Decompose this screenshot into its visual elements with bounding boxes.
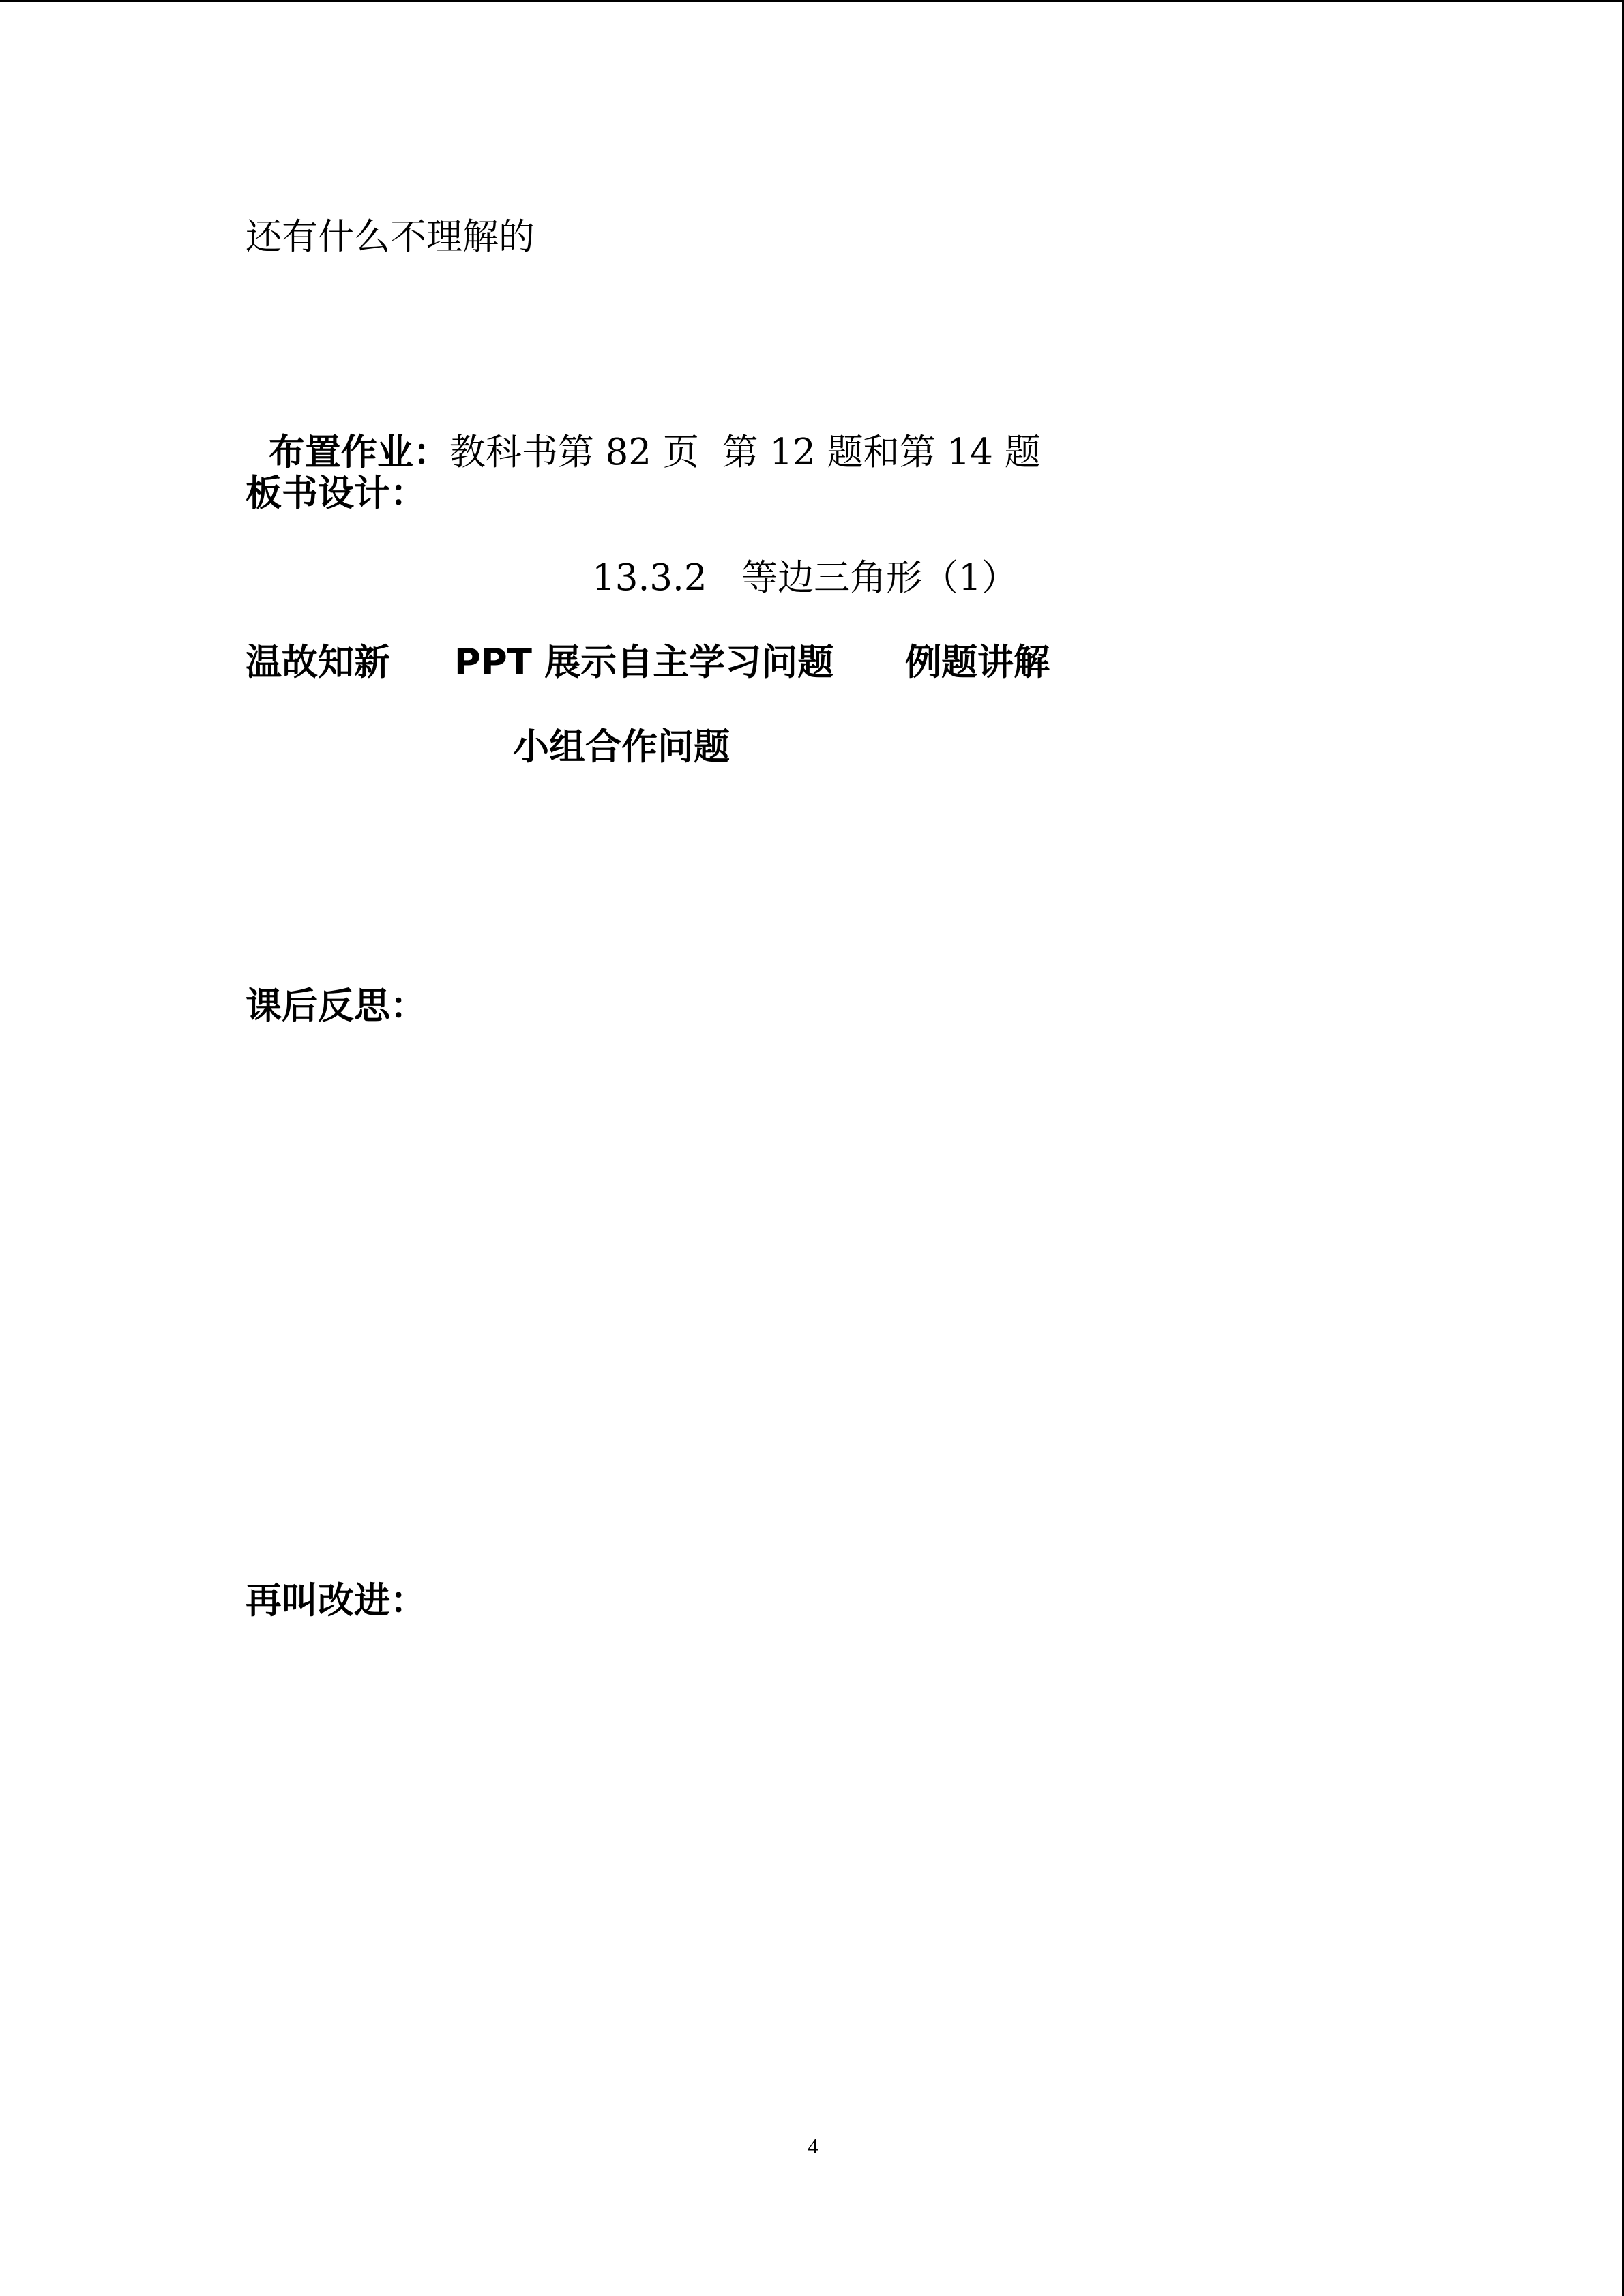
board-item-ppt-questions: PPT 展示自主学习问题 xyxy=(454,642,834,683)
board-item-review: 温故知新 xyxy=(246,642,390,683)
question-prompt-line: 还有什么不理解的 xyxy=(246,216,535,258)
improvement-label: 再叫改进： xyxy=(246,1580,426,1622)
board-item-example-explanation: 例题讲解 xyxy=(905,642,1050,683)
board-item-group-questions: 小组合作问题 xyxy=(513,726,730,768)
page-number: 4 xyxy=(808,2134,818,2158)
homework-text: 教科书第 82 页 第 12 题和第 14 题 xyxy=(449,432,1041,473)
board-design-label: 板书设计： xyxy=(246,473,426,514)
reflection-label: 课后反思： xyxy=(246,985,426,1027)
page-top-border xyxy=(0,0,1624,2)
homework-label: 布置作业： xyxy=(268,432,449,473)
board-design-title: 13.3.2 等边三角形（1） xyxy=(592,557,1018,599)
homework-line xyxy=(246,387,1041,475)
